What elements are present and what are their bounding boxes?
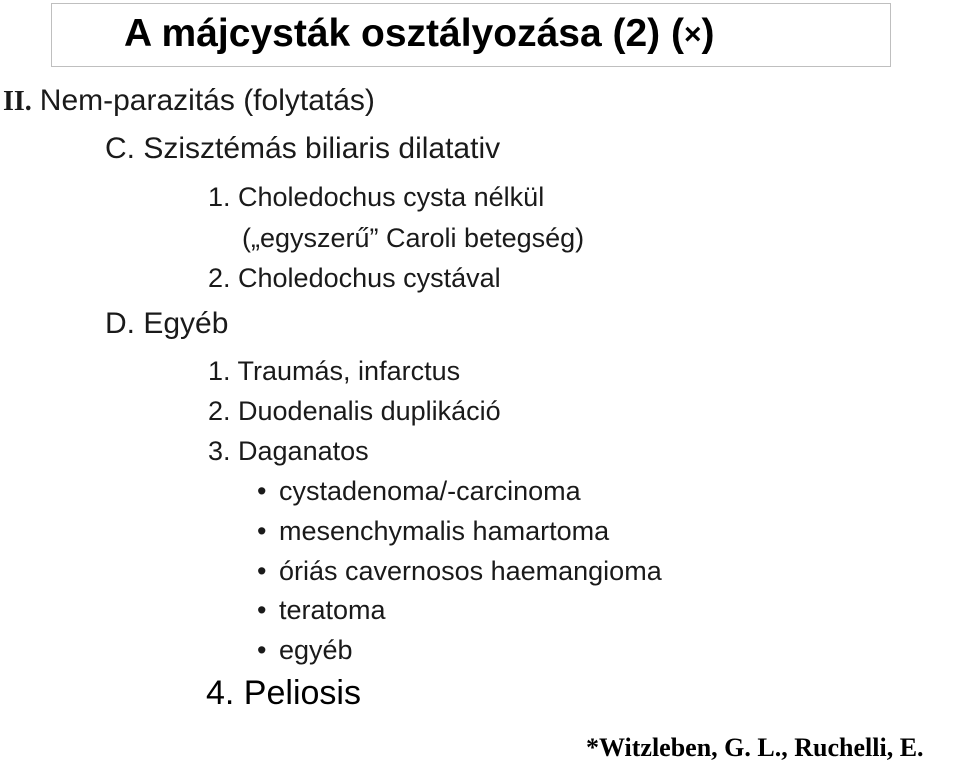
bullet-item	[257, 475, 581, 507]
subsection-d-item-3: 3. Daganatos	[208, 436, 369, 466]
bullet-item	[257, 515, 609, 547]
bullet-text: mesenchymalis hamartoma	[279, 516, 610, 546]
subsection-d-heading: D. Egyéb	[105, 307, 229, 340]
slide-title	[124, 11, 715, 60]
subsection-c-item-2: 2. Choledochus cystával	[208, 263, 501, 293]
subsection-c-item-1-note: („egyszerű” Caroli betegség)	[242, 223, 585, 253]
bullet-item	[257, 594, 386, 626]
section-heading	[3, 83, 375, 120]
subsection-c-heading: C. Szisztémás biliaris dilatativ	[105, 132, 501, 165]
bullet-icon: •	[257, 476, 267, 506]
bullet-text: egyéb	[279, 635, 353, 665]
section-heading-text: Nem-parazitás (folytatás)	[39, 84, 375, 117]
section-roman-numeral: II.	[3, 86, 32, 117]
bullet-text: cystadenoma/-carcinoma	[279, 476, 581, 506]
bullet-icon: •	[257, 635, 267, 665]
bullet-icon: •	[257, 556, 267, 586]
bullet-item	[257, 634, 353, 666]
subsection-c-item-1: 1. Choledochus cysta nélkül	[208, 182, 545, 212]
bullet-item	[257, 555, 662, 587]
bullet-icon: •	[257, 516, 267, 546]
title-text: A májcysták osztályozása (2) (	[124, 12, 684, 55]
bullet-icon: •	[257, 595, 267, 625]
times-symbol: ×	[683, 18, 702, 51]
title-close: )	[701, 12, 715, 55]
subsection-d-item-2: 2. Duodenalis duplikáció	[208, 396, 501, 426]
citation: *Witzleben, G. L., Ruchelli, E.	[586, 733, 924, 762]
bullet-text: teratoma	[279, 595, 386, 625]
bullet-text: óriás cavernosos haemangioma	[279, 556, 662, 586]
subsection-d-item-4: 4. Peliosis	[206, 674, 361, 712]
subsection-d-item-1: 1. Traumás, infarctus	[208, 356, 461, 386]
